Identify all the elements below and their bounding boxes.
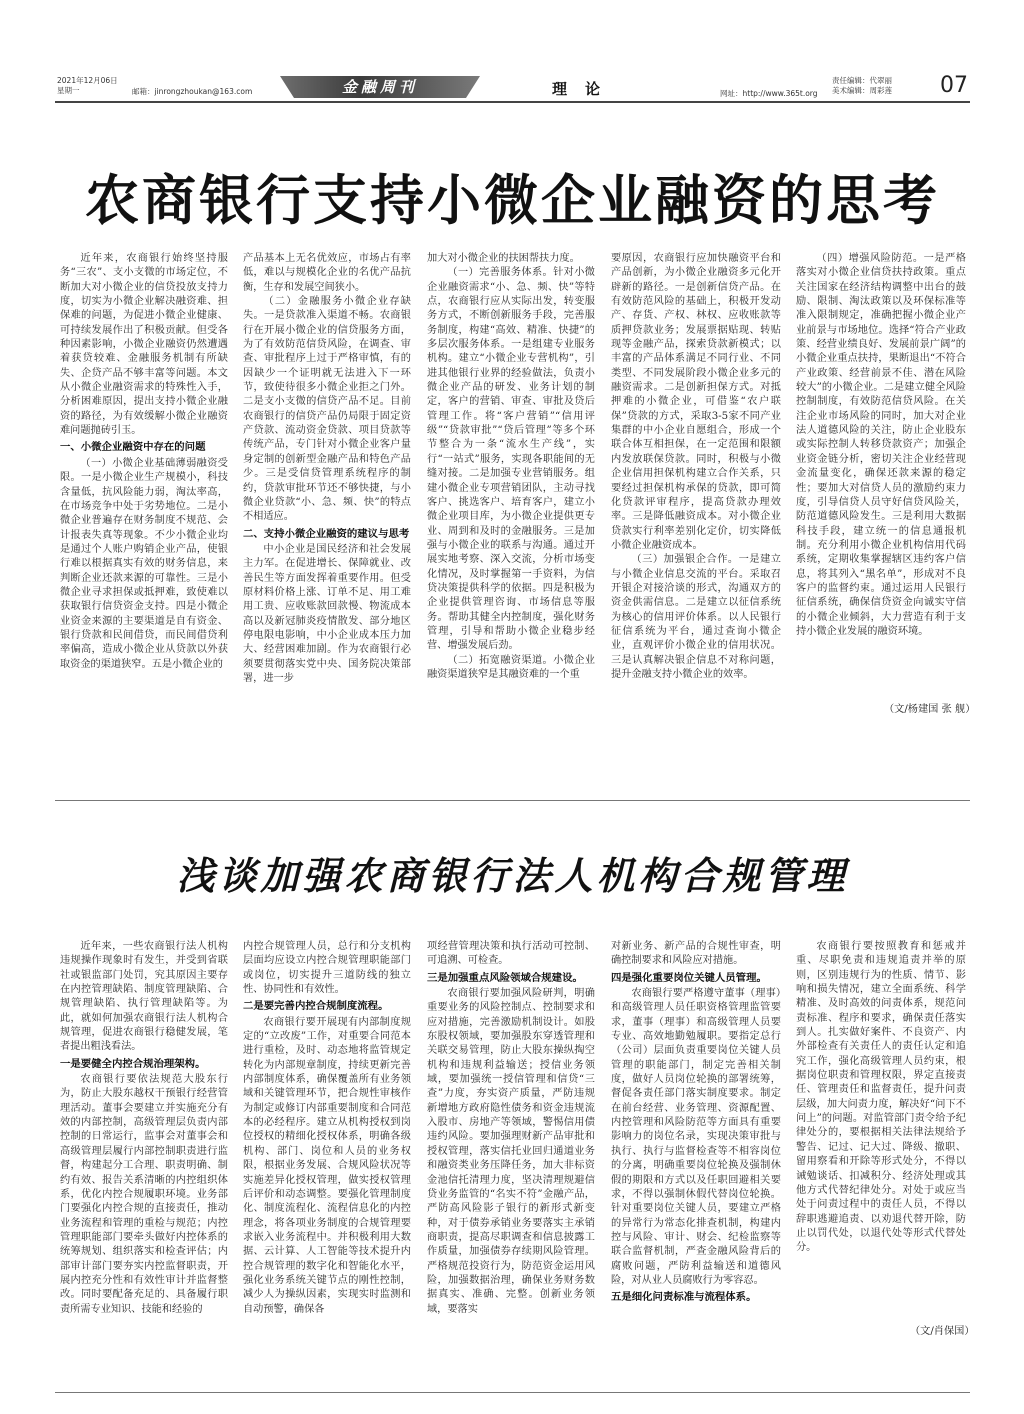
header-divider	[55, 101, 970, 103]
issue-date-block	[57, 76, 118, 96]
article2-heading-2: 二是要完善内控合规制度流程。	[243, 1000, 389, 1013]
article1-column-1	[60, 252, 228, 738]
article2-title: 浅谈加强农商银行法人机构合规管理	[176, 854, 849, 898]
article2-paragraph: 项经营管理决策和执行活动可控制、可追溯、可检查。	[427, 941, 595, 967]
article1-column-2	[243, 252, 411, 738]
article2-heading-1: 一是要健全内控合规治理架构。	[60, 1057, 206, 1070]
contact-email: 邮箱：jinrongzhoukan@163.com	[132, 87, 253, 96]
article2-heading-5: 五是细化问责标准与流程体系。	[611, 1291, 757, 1304]
article1-paragraph: 中小企业是国民经济和社会发展主力军。在促进增长、保障就业、改善民生等方面发挥着重要作用。但受原材料价格上涨、订单不足、用工难用工贵、应收账款回款慢、物流成本高以及新冠肺炎疫情散发、部分地区停电限电影响，中小企业成本压力加大、经营困难加剧。作为农商银行必须要贯彻落实党中央、国务院决策部署，进一步	[243, 543, 411, 684]
art-editor: 美术编辑：周彩莲	[832, 86, 892, 95]
article2-heading-3: 三是加强重点风险领域合规建设。	[427, 971, 583, 984]
article1-paragraph: （三）加强银企合作。一是建立与小微企业信息交流的平台。采取召开银企对接洽谈的形式，沟通双方的资金供需信息。二是建立以征信系统为核心的信用评价体系。以人民银行征信系统为平台，通过查询小微企业，直观评价小微企业的信用状况。三是认真解决银企信息不对称问题，提升金融支持小微企业的效率。	[611, 554, 781, 680]
page-number: 07	[940, 73, 968, 98]
article2-column-1	[60, 940, 228, 1374]
article1-column-4	[611, 252, 781, 738]
article2-paragraph: 农商银行要开展现有内部制度规定的“立改废”工作，对重要合同范本进行重检，及时、动态地将监管规定转化为内部规章制度，持续更新完善内部制度体系，确保覆盖所有业务领域和关键管理环节，把合规性审核作为制定或修订内部重要制度和合同范本的必经程序。建立从机构授权到岗位授权的精细化授权体系，明确各级机构、部门、岗位和人员的业务权限，根据业务发展、合规风险状况等实施差异化授权管理，做实授权管理后评价和动态调整。要强化管理制度化、制度流程化、流程信息化的内控理念，将各项业务制度的合规管理要求嵌入业务流程中。并积极利用大数据、云计算、人工智能等技术提升内控合规管理的数字化和智能化水平，强化业务系统关键节点的刚性控制，减少人为操纵因素，实现实时监测和自动预警，确保各	[243, 1016, 411, 1315]
website: 网址：http://www.365t.org	[720, 89, 818, 98]
article1-column-5	[796, 252, 966, 692]
article1-paragraph: （四）增强风险防范。一是严格落实对小微企业信贷扶持政策。重点关注国家在经济结构调整中出台的鼓励、限制、淘汰政策以及环保标准等准入限制规定，准确把握小微企业产业前景与市场地位。选择“符合产业政策、经营业绩良好、发展前景广阔”的小微企业重点扶持，果断退出“不符合产业政策、经营前景不佳、潜在风险较大”的小微企业。二是建立健全风险控制制度，有效防范信贷风险。在关注企业市场风险的同时，加大对企业法人道德风险的关注，防止企业股东或实际控制人转移贷款资产；加强企业资金链分析，密切关注企业经营现金流量变化，确保还款来源的稳定性；要加大对信贷人员的激励约束力度，引导信贷人员守好信贷风险关，防范道德风险发生。三是利用大数据科技手段，建立统一的信息通报机制。充分利用小微企业机构信用代码系统，定期收集掌握辖区违约客户信息，将其列入“黑名单”，形成对不良客户的监督约束。通过运用人民银行征信系统，确保信贷资金向诚实守信的小微企业倾斜，大力营造有利于支持小微企业发展的融资环境。	[796, 253, 966, 637]
article-divider	[55, 800, 970, 801]
article2-column-3	[427, 940, 595, 1374]
article1-byline: （文/杨建国 张 舰）	[884, 704, 976, 715]
article2-paragraph: 农商银行要加强风险研判，明确重要业务的风险控制点、控制要求和应对措施，完善激励机制设计。如股东股权领域，要加强股东穿透管理和关联交易管理，防止大股东操纵掏空机构和违规利益输送；授信业务领域，要加强统一授信管理和信贷“三查”力度，夯实资产质量，严防违规新增地方政府隐性债务和资金违规流入股市、房地产等领域，警惕信用债违约风险。要加强理财新产品审批和授权管理，落实信托业回归通道业务和融资类业务压降任务，加大非标资金池信托清理力度，坚决清理规避信贷业务监管的“名实不符”金融产品，严防高风险影子银行的新形式新变种，对于债券承销业务要落实主承销商职责，提高尽职调查和信息披露工作质量，加强债券存续期风险管理。严格规范投资行为，防范资金运用风险，加强数据治理，确保业务财务数据真实、准确、完整。创新业务领域，要落实	[427, 988, 595, 1315]
article2-paragraph: 对新业务、新产品的合规性审查，明确控制要求和风险应对措施。	[611, 941, 781, 967]
article2-paragraph: 农商银行要依法规范大股东行为，防止大股东越权干预银行经营管理活动。董事会要建立并实施充分有效的内部控制，高级管理层负责内部控制的日常运行，监事会对董事会和高级管理层履行内部控制职责进行监督，构建起分工合理、职责明确、制约有效、报告关系清晰的内控组织体系，优化内控合规履职环境。业务部门要强化内控合规的直接责任，推动业务流程和管理的重检与规范；内控管理职能部门要牵头做好内控体系的统筹规划、组织落实和检查评估；内部审计部门要夯实内控监督职责，开展内控充分性和有效性审计并监督整改。同时要配备充足的、具备履行职责所需专业知识、技能和经验的	[60, 1074, 228, 1315]
issue-weekday: 星期一	[57, 86, 80, 95]
article1-heading-1: 一、小微企业融资中存在的问题	[60, 441, 206, 454]
article1-paragraph: 要原因，农商银行应加快融资平台和产品创新，为小微企业融资多元化开辟新的路径。一是创新信贷产品。在有效防范风险的基础上，积极开发动产、存货、产权、林权、应收账款等质押贷款业务；发展票据贴现、转贴现等金融产品，探索贷款新模式；以丰富的产品体系满足不同行业、不同类型、不同发展阶段小微企业多元的融资需求。二是创新担保方式。对抵押难的小微企业，可借鉴“农户联保”贷款的方式，采取3-5家不同产业集群的中小企业自愿组合，形成一个联合体互相担保，在一定范围和限额内发放联保贷款。同时，积极与小微企业信用担保机构建立合作关系，只要经过担保机构承保的贷款，即可简化贷款评审程序，提高贷款办理效率。三是降低融资成本。对小微企业贷款实行利率差别化定价，切实降低小微企业融资成本。	[611, 253, 781, 551]
article2-byline: （文/肖保国）	[910, 1326, 975, 1337]
issue-date: 2021年12月06日	[57, 76, 118, 85]
article1-paragraph: 加大对小微企业的扶困帮扶力度。	[427, 253, 580, 264]
footer-divider	[55, 1392, 970, 1393]
section-name: 理论	[552, 80, 619, 98]
article2-column-4	[611, 940, 781, 1374]
article2-paragraph: 农商银行要严格遵守董事（理事）和高级管理人员任职资格管理监管要求，董事（理事）和高级管理人员要专业、高效地勤勉履职。要指定总行（公司）层面负责重要岗位关键人员管理的职能部门，制定完善相关制度，做好人员岗位轮换的部署统筹，督促各责任部门落实制度要求。制定在前台经营、业务管理、资源配置、内控管理和风险防范等方面具有重要影响力的岗位名录，实现决策审批与执行、执行与监督检查等不相容岗位的分离，明确重要岗位轮换及强制休假的期限和方式以及任职回避相关要求，不得以强制休假代替岗位轮换。针对重要岗位关键人员，要建立严格的异常行为常态化排查机制，构建内控与风险、审计、财会、纪检监察等联合监督机制，严查金融风险背后的腐败问题，严防利益输送和道德风险，对从业人员腐败行为零容忍。	[611, 988, 781, 1286]
responsible-editor: 责任编辑：代翠丽	[832, 76, 892, 85]
article2-paragraph: 近年来，一些农商银行法人机构违规操作现象时有发生，并受到省联社或银监部门处罚，究其原因主要存在内控管理缺陷、制度管理缺陷、合规管理缺陷、执行管理缺陷等。为此，就如何加强农商银行法人机构合规管理，促进农商银行稳健发展，笔者提出粗浅看法。	[60, 941, 228, 1053]
article2-heading-4: 四是强化重要岗位关键人员管理。	[611, 971, 767, 984]
article1-paragraph: 近年来，农商银行始终坚持服务“三农”、支小支微的市场定位，不断加大对小微企业的信贷投放支持力度，切实为小微企业解决融资难、担保难的问题，为促进小微企业健康、可持续发展作出了积极贡献。但受各种因素影响，小微企业融资仍然遭遇着获贷较难、金融服务机制有所缺失、企贷产品不够丰富等问题。本文从小微企业融资需求的特殊性入手，分析困难原因，提出支持小微企业融资的路径，为有效缓解小微企业融资难问题抛砖引玉。	[60, 253, 228, 437]
article2-paragraph: 农商银行要按照教育和惩戒并重、尽职免责和违规追责并举的原则，区别违规行为的性质、情节、影响和损失情况，建立全面系统、科学精准、及时高效的问责体系，规范问责标准、程序和要求，确保责任落实到人。扎实做好案件、不良资产、内外部检查有关责任人的责任认定和追究工作，强化高级管理人员约束，根据岗位职责和管理权限，界定直接责任、管理责任和监督责任，提升问责层级，加大问责力度，解决好“问下不问上”的问题。对监管部门责令给予纪律处分的，要根据相关法律法规给予警告、记过、记大过、降级、撤职、留用察看和开除等形式处分，不得以诫勉谈话、扣减积分、经济处理或其他方式代替纪律处分。对处于或应当处于问责过程中的责任人员，不得以辞职逃避追责、以劝退代替开除，防止以罚代处，以退代处等形式代替处分。	[796, 941, 966, 1254]
article1-paragraph: （二）金融服务小微企业存缺失。一是贷款准入渠道不畅。农商银行在开展小微企业的信贷服务方面，为了有效防范信贷风险，在调查、审查、审批程序上过于严格审慎，有的因缺少一个证明就无法进入下一环节，致使待很多小微企业拒之门外。二是支小支微的信贷产品不足。目前农商银行的信贷产品仍局限于固定资产贷款、流动资金贷款、项目贷款等传统产品，专门针对小微企业客户量身定制的创新型金融产品和特色产品少。三是受信贷管理系统程序的制约，贷款审批环节还不够快捷，与小微企业贷款“小、急、频、快”的特点不相适应。	[243, 296, 411, 523]
article2-paragraph: 内控合规管理人员，总行和分支机构层面均应设立内控合规管理职能部门或岗位，切实提升三道防线的独立性、协同性和有效性。	[243, 941, 411, 996]
editors-block	[832, 76, 892, 96]
article1-paragraph: （一）完善服务体系。针对小微企业融资需求“小、急、频、快”等特点，农商银行应从实际出发，转变服务方式，不断创新服务手段，完善服务制度，构建“高效、精准、快捷”的多层次服务体系。一是组建专业服务机构。建立“小微企业专营机构”，引进其他银行业界的经验做法，负责小微企业产品的研发、业务计划的制定，客户的营销、审查、审批及贷后管理工作。将“客户营销”“信用评级”“贷款审批”“贷后管理”等多个环节整合为一条“流水生产线”，实行“一站式”服务，实现各职能间的无缝对接。二是加强专业营销服务。组建小微企业专项营销团队，主动寻找客户、挑选客户、培育客户，建立小微企业项目库，为小微企业提供更专业、周到和及时的金融服务。三是加强与小微企业的联系与沟通。通过开展实地考察、深入交流，分析市场变化情况，及时掌握第一手资料，为信贷决策提供科学的依据。四是积极为企业提供管理咨询、市场信息等服务。帮助其健全内控制度，强化财务管理，引导和帮助小微企业稳步经营、增强发展后劲。	[427, 267, 595, 652]
article1-paragraph: （二）拓宽融资渠道。小微企业融资渠道狭窄是其融资难的一个重	[427, 654, 595, 680]
article1-paragraph: 产品基本上无名优效应，市场占有率低，难以与规模化企业的名优产品抗衡，生存和发展空间狭小。	[243, 253, 411, 293]
article1-column-3	[427, 252, 595, 738]
article1-title: 农商银行支持小微企业融资的思考	[85, 168, 940, 232]
article2-column-5	[796, 940, 966, 1310]
article2-column-2	[243, 940, 411, 1374]
article1-heading-2: 二、支持小微企业融资的建议与思考	[243, 527, 410, 540]
article1-paragraph: （一）小微企业基础薄弱融资受限。一是小微企业生产规模小，科技含量低，抗风险能力弱，淘汰率高，在市场竞争中处于劣势地位。二是小微企业普遍存在财务制度不规范、会计报表失真等现象。不少小微企业均是通过个人账户购销企业产品，使银行难以根据真实有效的财务信息，来判断企业还款来源的可靠性。三是小微企业寻求担保或抵押难，致使难以获取银行信贷资金支持。四是小微企业资金来源的主要渠道是自有资金、银行贷款和民间借贷，而民间借贷利率偏高，造成小微企业从贷款以外获取资金的渠道狭窄。五是小微企业的	[60, 457, 228, 670]
paper-name: 金融周刊	[341, 78, 418, 96]
